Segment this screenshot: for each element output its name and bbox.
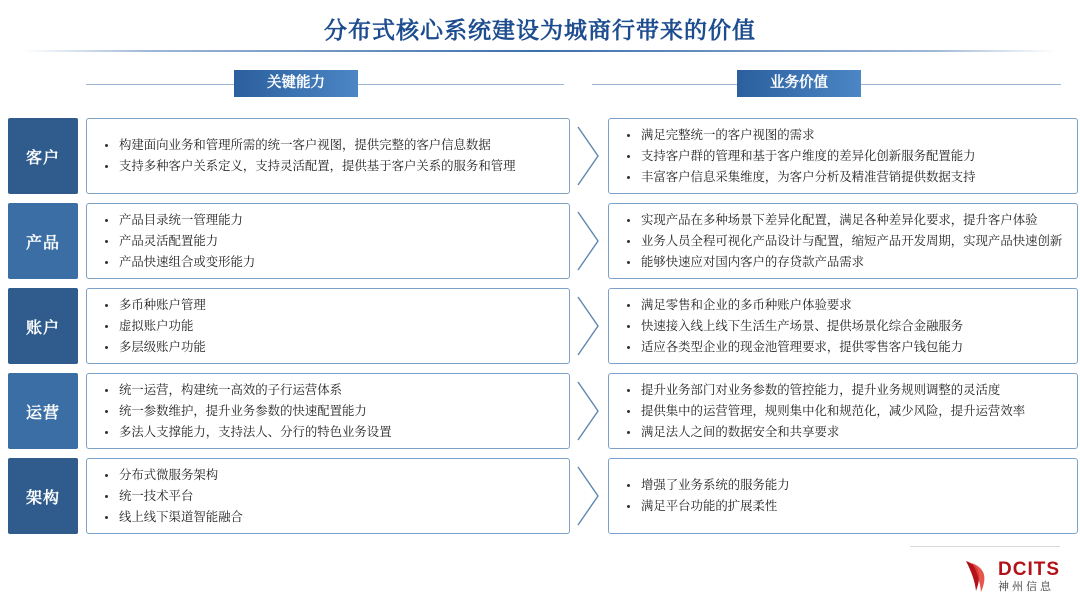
table-row — [8, 373, 1080, 449]
capabilities-list — [103, 465, 557, 528]
arrow-connector — [570, 373, 608, 449]
capabilities-list — [103, 295, 557, 358]
value-panel-operations — [608, 373, 1078, 449]
header-rule-left-inner — [358, 84, 564, 85]
list-item: 产品灵活配置能力 — [103, 231, 557, 252]
table-row — [8, 458, 1080, 534]
list-item: 提供集中的运营管理，规则集中化和规范化，减少风险，提升运营效率 — [625, 401, 1065, 422]
list-item: 能够快速应对国内客户的存贷款产品需求 — [625, 252, 1065, 273]
column-header-capabilities: 关键能力 — [234, 70, 358, 97]
list-item: 统一技术平台 — [103, 486, 557, 507]
arrow-connector — [570, 288, 608, 364]
arrow-connector — [570, 203, 608, 279]
capabilities-list — [103, 135, 557, 177]
chevron-right-icon — [576, 380, 602, 442]
list-item: 实现产品在多种场景下差异化配置，满足各种差异化要求，提升客户体验 — [625, 210, 1065, 231]
value-panel-customer — [608, 118, 1078, 194]
list-item: 增强了业务系统的服务能力 — [625, 475, 1065, 496]
list-item: 支持客户群的管理和基于客户维度的差异化创新服务配置能力 — [625, 146, 1065, 167]
logo-text — [998, 560, 1060, 593]
list-item: 产品快速组合或变形能力 — [103, 252, 557, 273]
list-item: 统一参数维护，提升业务参数的快速配置能力 — [103, 401, 557, 422]
company-logo — [962, 559, 1060, 593]
list-item: 分布式微服务架构 — [103, 465, 557, 486]
value-panel-architecture — [608, 458, 1078, 534]
list-item: 满足完整统一的客户视图的需求 — [625, 125, 1065, 146]
table-row — [8, 118, 1080, 194]
list-item: 线上线下渠道智能融合 — [103, 507, 557, 528]
list-item: 统一运营，构建统一高效的子行运营体系 — [103, 380, 557, 401]
column-header-business-value: 业务价值 — [737, 70, 861, 97]
table-row — [8, 203, 1080, 279]
value-panel-account — [608, 288, 1078, 364]
logo-divider — [910, 546, 1060, 547]
chevron-right-icon — [576, 210, 602, 272]
header-rule-right-outer — [592, 84, 737, 85]
title-divider — [24, 50, 1056, 52]
list-item: 多层级账户功能 — [103, 337, 557, 358]
value-list — [625, 125, 1065, 188]
arrow-connector — [570, 458, 608, 534]
value-list — [625, 295, 1065, 358]
header-rule-left-outer — [86, 84, 234, 85]
list-item: 丰富客户信息采集维度，为客户分析及精准营销提供数据支持 — [625, 167, 1065, 188]
list-item: 满足零售和企业的多币种账户体验要求 — [625, 295, 1065, 316]
value-list — [625, 380, 1065, 443]
column-headers — [0, 70, 1080, 112]
list-item: 提升业务部门对业务参数的管控能力，提升业务规则调整的灵活度 — [625, 380, 1065, 401]
capabilities-panel-account — [86, 288, 570, 364]
chevron-right-icon — [576, 465, 602, 527]
list-item: 支持多种客户关系定义，支持灵活配置，提供基于客户关系的服务和管理 — [103, 156, 557, 177]
row-label-product: 产品 — [8, 203, 78, 279]
list-item: 多法人支撑能力，支持法人、分行的特色业务设置 — [103, 422, 557, 443]
page-title-bar — [0, 0, 1080, 56]
list-item: 业务人员全程可视化产品设计与配置，缩短产品开发周期，实现产品快速创新 — [625, 231, 1065, 252]
capabilities-panel-product — [86, 203, 570, 279]
capabilities-panel-operations — [86, 373, 570, 449]
value-list — [625, 475, 1065, 517]
list-item: 构建面向业务和管理所需的统一客户视图，提供完整的客户信息数据 — [103, 135, 557, 156]
header-rule-right-inner — [861, 84, 1061, 85]
capabilities-panel-architecture — [86, 458, 570, 534]
page-title: 分布式核心系统建设为城商行带来的价值 — [324, 16, 756, 43]
table-row — [8, 288, 1080, 364]
list-item: 虚拟账户功能 — [103, 316, 557, 337]
list-item: 产品目录统一管理能力 — [103, 210, 557, 231]
logo-cn: 神州信息 — [998, 580, 1054, 593]
list-item: 快速接入线上线下生活生产场景、提供场景化综合金融服务 — [625, 316, 1065, 337]
list-item: 满足平台功能的扩展柔性 — [625, 496, 1065, 517]
list-item: 适应各类型企业的现金池管理要求，提供零售客户钱包能力 — [625, 337, 1065, 358]
value-panel-product — [608, 203, 1078, 279]
chevron-right-icon — [576, 125, 602, 187]
row-label-account: 账户 — [8, 288, 78, 364]
capabilities-panel-customer — [86, 118, 570, 194]
logo-en: DCITS — [998, 558, 1060, 580]
row-label-architecture: 架构 — [8, 458, 78, 534]
row-label-operations: 运营 — [8, 373, 78, 449]
value-list — [625, 210, 1065, 273]
capabilities-list — [103, 210, 557, 273]
dcits-logo-icon — [962, 559, 992, 593]
matrix-rows — [0, 118, 1080, 534]
list-item: 满足法人之间的数据安全和共享要求 — [625, 422, 1065, 443]
chevron-right-icon — [576, 295, 602, 357]
arrow-connector — [570, 118, 608, 194]
list-item: 多币种账户管理 — [103, 295, 557, 316]
row-label-customer: 客户 — [8, 118, 78, 194]
capabilities-list — [103, 380, 557, 443]
